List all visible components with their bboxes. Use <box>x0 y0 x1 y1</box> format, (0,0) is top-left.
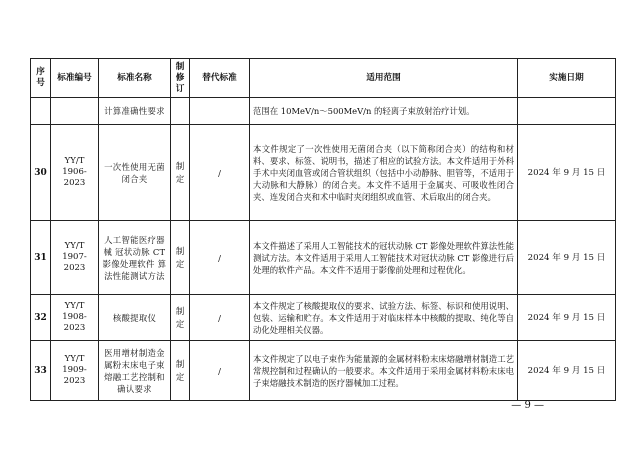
cont-replace <box>190 98 250 125</box>
row-replace: / <box>190 295 250 341</box>
row-code: YY/T 1906-2023 <box>51 125 99 221</box>
header-name: 标准名称 <box>99 59 171 98</box>
row-scope: 本文件规定了以电子束作为能量源的金属材料粉末床熔融增材制造工艺常规控制和过程确认的一般要求。本文件适用于采用金属材料粉末床电子束熔融技术制造的医疗器械加工过程。 <box>250 341 518 401</box>
row-revise: 制定 <box>171 221 190 295</box>
standards-table <box>30 58 616 401</box>
row-scope: 本文件描述了采用人工智能技术的冠状动脉 CT 影像处理软件算法性能测试方法。本文件适用于采用人工智能技术对冠状动脉 CT 影像进行后处理的软件产品。本文件不适用于影像前处理和过程优化。 <box>250 221 518 295</box>
header-code: 标准编号 <box>51 59 99 98</box>
row-name: 医用增材制造金属粉末床电子束熔融工艺控制和确认要求 <box>99 341 171 401</box>
row-scope: 本文件规定了一次性使用无菌闭合夹（以下简称闭合夹）的结构和材料、要求、标签、说明书，描述了相应的试验方法。本文件适用于外科手术中夹闭血管或闭合管状组织（包括中小动静脉、胆管等，不适用于大动脉和大静脉）的闭合夹。本文件不适用于金属夹、可吸收性闭合夹、连发闭合夹和术中临时夹闭组织或血管、术后取出的闭合夹。 <box>250 125 518 221</box>
row-scope: 本文件规定了核酸提取仪的要求、试验方法、标签、标识和使用说明、包装、运输和贮存。本文件适用于对临床样本中核酸的提取、纯化等自动化处理相关仪器。 <box>250 295 518 341</box>
row-name: 人工智能医疗器械 冠状动脉 CT 影像处理软件 算法性能测试方法 <box>99 221 171 295</box>
row-replace: / <box>190 341 250 401</box>
continuation-row <box>31 98 616 125</box>
page-number: — 9 — <box>511 400 544 411</box>
header-date: 实施日期 <box>518 59 616 98</box>
row-name: 一次性使用无菌闭合夹 <box>99 125 171 221</box>
row-name: 核酸提取仪 <box>99 295 171 341</box>
row-date: 2024 年 9 月 15 日 <box>518 125 616 221</box>
row-code: YY/T 1908-2023 <box>51 295 99 341</box>
row-seq: 33 <box>31 341 51 401</box>
row-code: YY/T 1909-2023 <box>51 341 99 401</box>
row-seq: 31 <box>31 221 51 295</box>
row-revise: 制定 <box>171 341 190 401</box>
row-date: 2024 年 9 月 15 日 <box>518 295 616 341</box>
cont-revise <box>171 98 190 125</box>
header-scope: 适用范围 <box>250 59 518 98</box>
cont-date <box>518 98 616 125</box>
row-revise: 制定 <box>171 295 190 341</box>
header-row <box>31 59 616 98</box>
table-row <box>31 125 616 221</box>
row-seq: 30 <box>31 125 51 221</box>
table-row <box>31 295 616 341</box>
cont-seq <box>31 98 51 125</box>
row-seq: 32 <box>31 295 51 341</box>
row-replace: / <box>190 125 250 221</box>
row-date: 2024 年 9 月 15 日 <box>518 341 616 401</box>
row-replace: / <box>190 221 250 295</box>
cont-name: 计算准确性要求 <box>99 98 171 125</box>
table-row <box>31 341 616 401</box>
header-replace: 替代标准 <box>190 59 250 98</box>
table-row <box>31 221 616 295</box>
cont-code <box>51 98 99 125</box>
header-seq: 序号 <box>31 59 51 98</box>
row-code: YY/T 1907-2023 <box>51 221 99 295</box>
header-revise: 制修订 <box>171 59 190 98</box>
row-revise: 制定 <box>171 125 190 221</box>
cont-scope: 范围在 10MeV/n～500MeV/n 的轻离子束放射治疗计划。 <box>250 98 518 125</box>
row-date: 2024 年 9 月 15 日 <box>518 221 616 295</box>
